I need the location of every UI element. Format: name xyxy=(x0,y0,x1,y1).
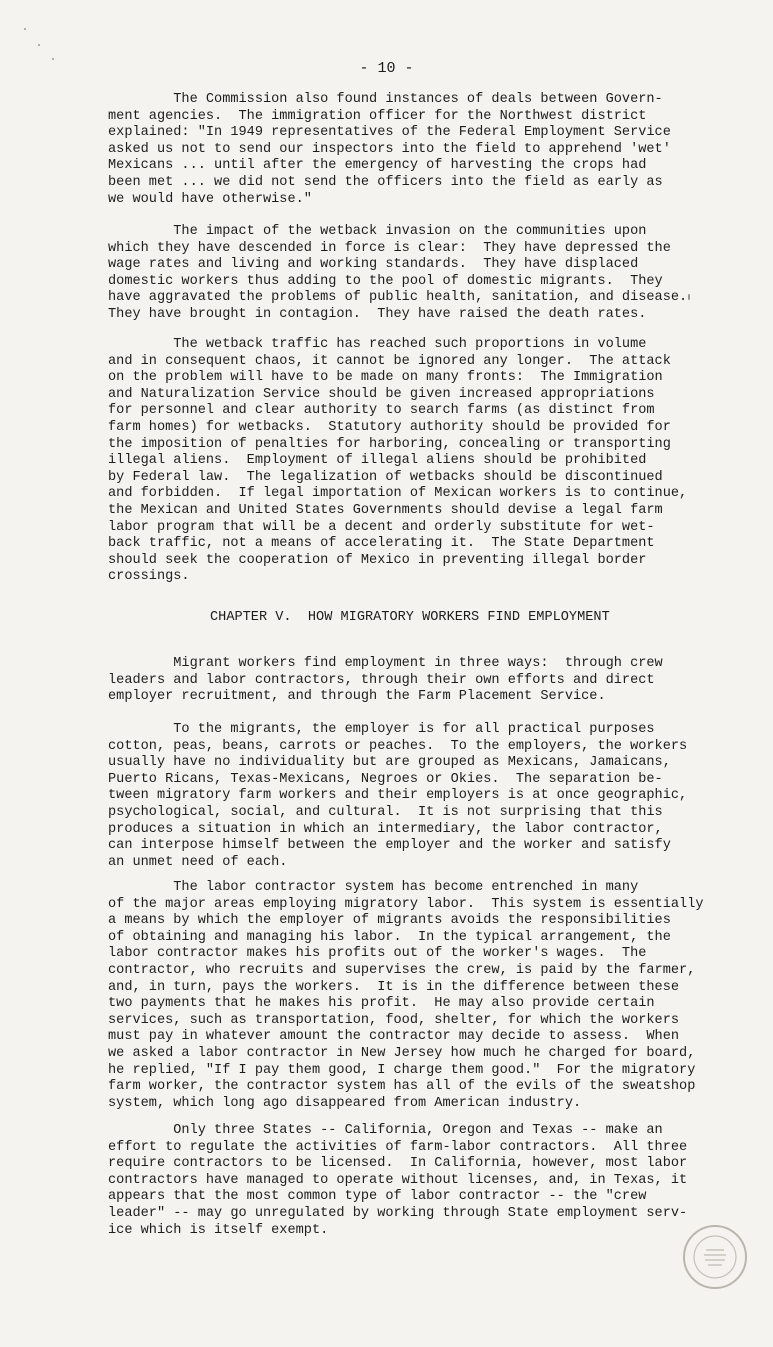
scan-speck xyxy=(24,28,26,30)
paragraph-employer-migrants: To the migrants, the employer is for all practical purposes cotton, peas, beans, carrots or peaches. To the employers, the workers usually have no individuality but are grouped as Mexicans, Jamaicans, Puerto Ricans, Texas-Mexicans, Negroes or Okies. The separation be- tween migratory farm workers and their employers is at once geographic, psychological, social, and cultural. It is not surprising that this produces a situation in which an intermediary, the labor contractor, can interpose himself between the employer and the worker and satisfy an unmet need of each. xyxy=(108,722,688,870)
paragraph-migrant-employment: Migrant workers find employment in three ways: through crew leaders and labor contractors, through their own efforts and direct employer recruitment, and through the Farm Placement Service. xyxy=(108,656,663,705)
chapter-heading: CHAPTER V. HOW MIGRATORY WORKERS FIND EMPLOYMENT xyxy=(210,610,610,625)
paragraph-government-deals: The Commission also found instances of deals between Govern- ment agencies. The immigration officer for the Northwest district explained: "In 1949 representatives of the Federal Employment Service asked us not to send our inspectors into the field to apprehend 'wet' Mexicans ... until after the emergency of harvesting the crops had been met ... we did not send the officers into the field as early as we would have otherwise." xyxy=(108,92,671,207)
page-number: - 10 - xyxy=(359,60,414,77)
library-seal-stamp xyxy=(680,1222,750,1292)
paragraph-wetback-impact: The impact of the wetback invasion on the communities upon which they have descended in force is clear: They have depressed the wage rates and living and working standards. They have displaced domestic workers thus adding to the pool of domestic migrants. They have aggravated the problems of public health, sanitation, and disease. They have brought in contagion. They have raised the death rates. xyxy=(108,224,688,322)
paragraph-labor-contractor-system: The labor contractor system has become entrenched in many of the major areas employing migratory labor. This system is essentially a means by which the employer of migrants avoids the responsibilities of obtaining and managing his labor. In the typical arrangement, the labor contractor makes his profits out of the worker's wages. The contractor, who recruits and supervises the crew, is paid by the farmer, and, in turn, pays the workers. It is in the difference between these two payments that he makes his profit. He may also provide certain services, such as transportation, food, shelter, for which the workers must pay in whatever amount the contractor may decide to assess. When we asked a labor contractor in New Jersey how much he charged for board, he replied, "If I pay them good, I charge them good." For the migratory farm worker, the contractor system has all of the evils of the sweatshop system, which long ago disappeared from American industry. xyxy=(108,880,704,1111)
paragraph-state-regulation: Only three States -- California, Oregon and Texas -- make an effort to regulate the activities of farm-labor contractors. All three require contractors to be licensed. In California, however, most labor contractors have managed to operate without licenses, and, in Texas, it appears that the most common type of labor contractor -- the "crew leader" -- may go unregulated by working through State employment serv- ice which is itself exempt. xyxy=(108,1123,688,1238)
scan-speck xyxy=(688,294,690,300)
scan-speck xyxy=(52,58,54,60)
scan-speck xyxy=(38,44,40,46)
paragraph-wetback-traffic: The wetback traffic has reached such proportions in volume and in consequent chaos, it cannot be ignored any longer. The attack on the problem will have to be made on many fronts: The Immigration and Naturalization Service should be given increased appropriations for personnel and clear authority to search farms (as distinct from farm homes) for wetbacks. Statutory authority should be provided for the imposition of penalties for harboring, concealing or transporting illegal aliens. Employment of illegal aliens should be prohibited by Federal law. The legalization of wetbacks should be discontinued and forbidden. If legal importation of Mexican workers is to continue, the Mexican and United States Governments should devise a legal farm labor program that will be a decent and orderly substitute for wet- back traffic, not a means of accelerating it. The State Department should seek the cooperation of Mexico in preventing illegal border crossings. xyxy=(108,337,688,585)
